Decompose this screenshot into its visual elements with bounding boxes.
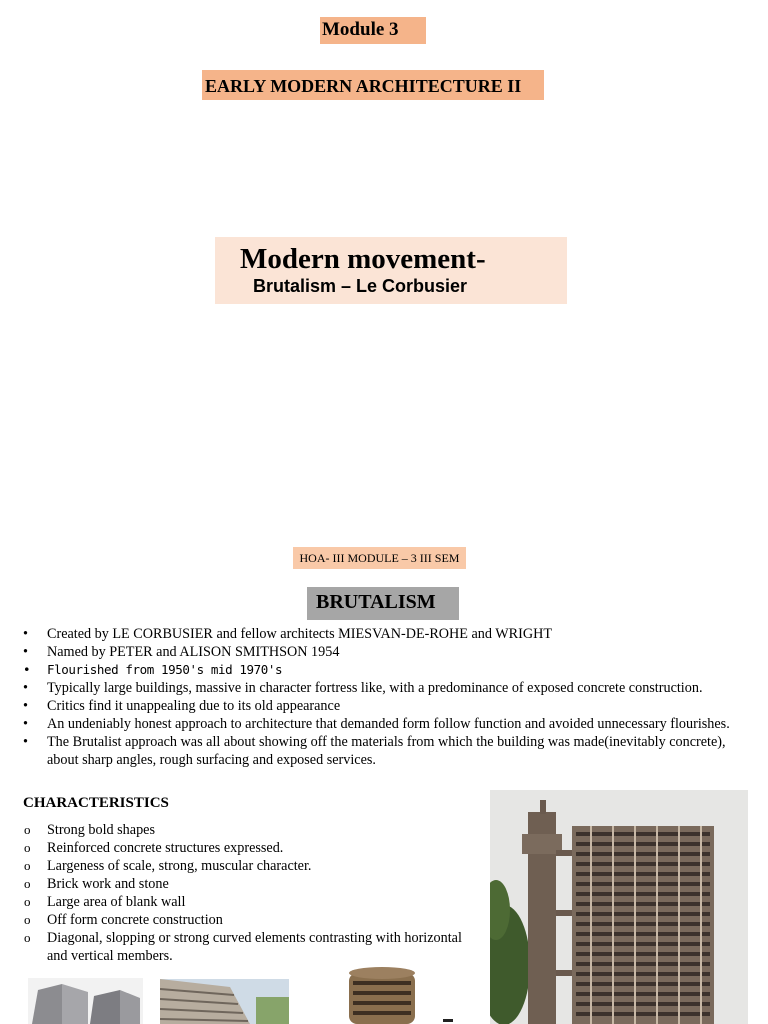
bullet-item: • The Brutalist approach was all about showing off the materials from which the building was made(inevitably concrete), about sharp angles, rough surfacing and exposed services. [23,733,753,769]
characteristics-heading: CHARACTERISTICS [23,795,169,811]
bullet-item: • Flourished from 1950's mid 1970's [23,661,753,679]
characteristic-item: o Large area of blank wall [23,893,473,911]
characteristic-item: o Diagonal, slopping or strong curved elements contrasting with horizontal and vertical members. [23,929,473,965]
bullet-item: • An undeniably honest approach to architecture that demanded form follow function and avoided unnecessary flourishes. [23,715,753,733]
cover-title: Modern movement- [240,243,486,275]
characteristic-item: o Largeness of scale, strong, muscular character. [23,857,473,875]
building-photo-b [160,979,289,1024]
brutalism-bullet-list [23,625,753,769]
characteristics-list [23,821,473,965]
characteristic-item: o Brick work and stone [23,875,473,893]
cover-subtitle: Brutalism – Le Corbusier [253,276,468,296]
cover-title-box [215,237,567,304]
module-label: Module 3 [320,17,426,44]
module-footer-tag: HOA- III MODULE – 3 III SEM [293,547,466,569]
building-photo-c [345,965,455,1024]
building-photo-a [28,978,143,1024]
tower-photo [490,790,748,1024]
section-heading: BRUTALISM [307,587,459,620]
characteristic-item: o Off form concrete construction [23,911,473,929]
bullet-item: • Named by PETER and ALISON SMITHSON 1954 [23,643,753,661]
bullet-item: • Typically large buildings, massive in character fortress like, with a predominance of exposed concrete construction. [23,679,753,697]
characteristic-item: o Reinforced concrete structures expressed. [23,839,473,857]
bullet-item: • Critics find it unappealing due to its old appearance [23,697,753,715]
document-title: EARLY MODERN ARCHITECTURE II [202,70,544,100]
bullet-item: • Created by LE CORBUSIER and fellow architects MIESVAN-DE-ROHE and WRIGHT [23,625,753,643]
characteristic-item: o Strong bold shapes [23,821,473,839]
